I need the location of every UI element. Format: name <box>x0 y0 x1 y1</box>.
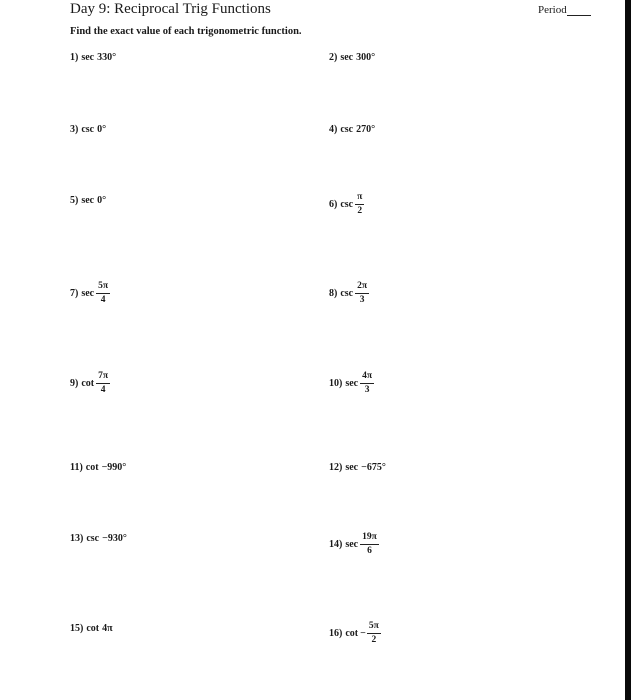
problem-number: 8) <box>329 288 338 299</box>
problem-5 <box>70 196 106 206</box>
period-blank-line <box>567 5 591 16</box>
angle-fraction <box>367 622 381 645</box>
problem-number: 9) <box>70 378 79 389</box>
trig-function: sec <box>345 539 359 550</box>
problem-number: 12) <box>329 462 343 473</box>
problem-6 <box>329 193 364 216</box>
angle-fraction <box>96 372 110 395</box>
angle-fraction <box>96 282 110 305</box>
problem-13 <box>70 534 127 544</box>
fraction-denominator: 4 <box>100 294 106 305</box>
angle-fraction <box>355 282 369 305</box>
angle: 270° <box>356 124 376 135</box>
angle: 4π <box>102 623 113 634</box>
problem-11 <box>70 463 126 473</box>
page-edge-shadow <box>625 0 631 700</box>
problem-2 <box>329 53 375 63</box>
angle: −930° <box>102 533 127 544</box>
problem-number: 5) <box>70 195 79 206</box>
angle: −675° <box>361 462 386 473</box>
fraction-denominator: 4 <box>100 384 106 395</box>
fraction-denominator: 3 <box>364 384 370 395</box>
fraction-numerator: 5π <box>367 622 381 634</box>
trig-function: csc <box>81 124 95 135</box>
problem-12 <box>329 463 386 473</box>
problem-number: 16) <box>329 628 343 639</box>
angle-fraction <box>360 372 374 395</box>
problem-8 <box>329 282 369 305</box>
fraction-denominator: 2 <box>357 205 363 216</box>
fraction-numerator: 4π <box>360 372 374 384</box>
problem-16 <box>329 622 381 645</box>
trig-function: cot <box>345 628 359 639</box>
problem-number: 15) <box>70 623 84 634</box>
problem-15 <box>70 624 113 634</box>
problem-7 <box>70 282 110 305</box>
trig-function: sec <box>81 52 95 63</box>
trig-function: csc <box>340 199 354 210</box>
problem-number: 4) <box>329 124 338 135</box>
trig-function: cot <box>86 623 100 634</box>
angle: 0° <box>97 195 107 206</box>
problem-14 <box>329 533 379 556</box>
problem-number: 2) <box>329 52 338 63</box>
page-title: Day 9: Reciprocal Trig Functions <box>70 1 271 17</box>
angle: 330° <box>97 52 117 63</box>
trig-function: sec <box>81 288 95 299</box>
trig-function: cot <box>85 462 99 473</box>
fraction-denominator: 2 <box>371 634 377 645</box>
angle-fraction <box>360 533 379 556</box>
problem-3 <box>70 125 106 135</box>
instructions: Find the exact value of each trigonometric function. <box>70 26 302 37</box>
problem-number: 3) <box>70 124 79 135</box>
trig-function: sec <box>345 378 359 389</box>
angle-fraction <box>355 193 364 216</box>
negative-sign: − <box>360 628 366 639</box>
trig-function: sec <box>81 195 95 206</box>
fraction-numerator: 19π <box>360 533 379 545</box>
trig-function: csc <box>340 124 354 135</box>
fraction-numerator: 5π <box>96 282 110 294</box>
fraction-numerator: 7π <box>96 372 110 384</box>
problem-number: 6) <box>329 199 338 210</box>
trig-function: sec <box>340 52 354 63</box>
trig-function: csc <box>86 533 100 544</box>
trig-function: sec <box>345 462 359 473</box>
period-field <box>538 4 591 16</box>
period-label: Period <box>538 4 567 16</box>
angle: 0° <box>97 124 107 135</box>
fraction-denominator: 6 <box>367 545 372 556</box>
fraction-numerator: 2π <box>355 282 369 294</box>
problem-number: 14) <box>329 539 343 550</box>
problem-number: 1) <box>70 52 79 63</box>
angle: −990° <box>101 462 127 473</box>
trig-function: cot <box>81 378 95 389</box>
fraction-denominator: 3 <box>359 294 365 305</box>
problem-number: 11) <box>70 462 83 473</box>
problem-number: 10) <box>329 378 343 389</box>
problem-9 <box>70 372 110 395</box>
problem-number: 7) <box>70 288 79 299</box>
angle: 300° <box>356 52 376 63</box>
problem-number: 13) <box>70 533 84 544</box>
problem-1 <box>70 53 116 63</box>
problem-4 <box>329 125 375 135</box>
trig-function: csc <box>340 288 354 299</box>
fraction-numerator: π <box>355 193 364 205</box>
problem-10 <box>329 372 374 395</box>
